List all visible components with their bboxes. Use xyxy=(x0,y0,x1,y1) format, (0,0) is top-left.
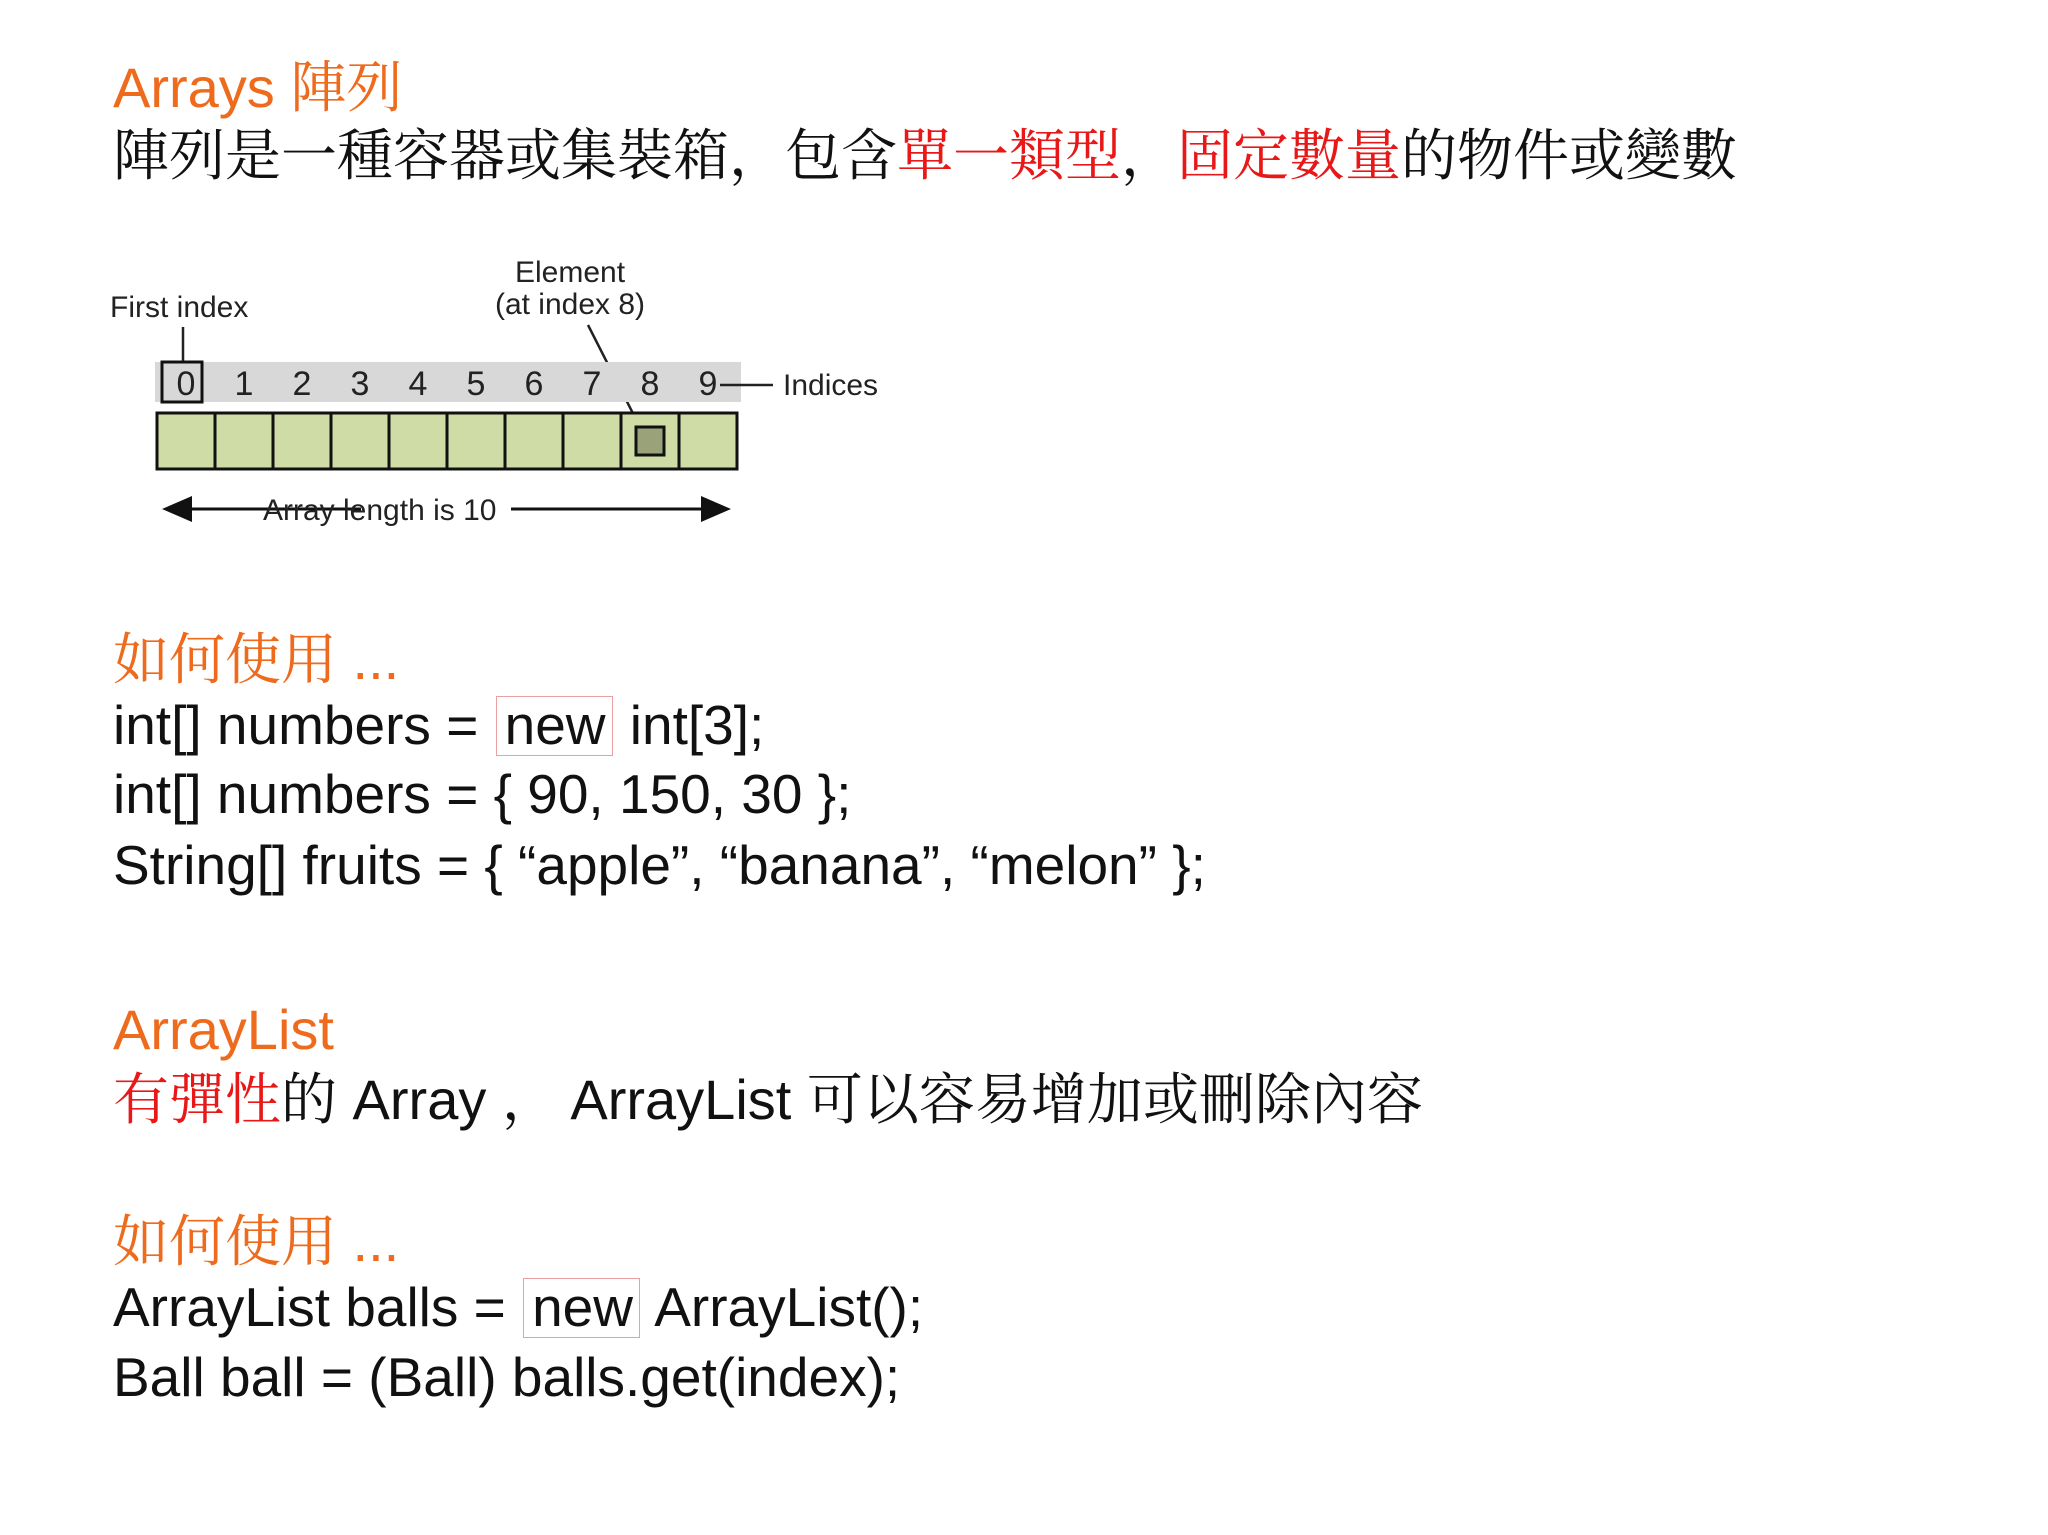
index-label: 9 xyxy=(698,365,718,403)
code-line-arraylist-new xyxy=(113,1278,923,1338)
indices-label: Indices xyxy=(783,369,879,402)
code-line-string-array: String[] fruits = { “apple”, “banana”, “melon” }; xyxy=(113,834,1206,896)
first-index-label: First index xyxy=(110,291,249,324)
code-text: int[] numbers = xyxy=(113,694,494,756)
highlighted-element xyxy=(636,427,664,455)
arrays-desc-highlight-single-type: 單一類型 xyxy=(897,124,1121,187)
array-cell xyxy=(157,413,215,469)
element-label: Element xyxy=(514,256,626,289)
index-label: 2 xyxy=(292,365,312,403)
usage-heading-arrays: 如何使用 ... xyxy=(113,628,400,691)
array-cells xyxy=(157,413,737,469)
array-cell xyxy=(215,413,273,469)
array-cell xyxy=(679,413,737,469)
index-label: 5 xyxy=(466,365,486,403)
index-label: 6 xyxy=(524,365,544,403)
code-line-array-literal: int[] numbers = { 90, 150, 30 }; xyxy=(113,763,852,825)
index-label: 3 xyxy=(350,365,370,403)
arrays-description xyxy=(113,124,1737,187)
array-cell xyxy=(331,413,389,469)
code-line-arraylist-get: Ball ball = (Ball) balls.get(index); xyxy=(113,1346,901,1408)
arraylist-desc-text: 的 Array ， ArrayList 可以容易增加或刪除內容 xyxy=(281,1068,1423,1131)
length-label: Array length is 10 xyxy=(263,494,497,527)
index-label: 1 xyxy=(234,365,254,403)
index-label: 7 xyxy=(582,365,602,403)
index-label: 8 xyxy=(640,365,660,403)
arraylist-heading: ArrayList xyxy=(113,998,334,1061)
arraylist-description xyxy=(113,1068,1423,1131)
arrays-heading: Arrays 陣列 xyxy=(113,56,403,119)
usage-heading-arraylist: 如何使用 ... xyxy=(113,1210,400,1273)
array-diagram xyxy=(105,245,905,545)
code-text: ArrayList balls = xyxy=(113,1276,522,1338)
arraylist-desc-highlight-flexible: 有彈性 xyxy=(113,1068,281,1131)
array-cell xyxy=(563,413,621,469)
array-cell xyxy=(273,413,331,469)
length-arrow-right-head xyxy=(701,496,731,522)
array-cell xyxy=(447,413,505,469)
element-index-label: (at index 8) xyxy=(494,288,646,321)
arrays-desc-text: 陣列是一種容器或集裝箱，包含 xyxy=(113,124,897,187)
code-text: ArrayList(); xyxy=(641,1276,924,1338)
code-line-array-new xyxy=(113,696,764,756)
new-keyword-box: new xyxy=(523,1278,640,1338)
index-label: 0 xyxy=(176,365,196,403)
index-label: 4 xyxy=(408,365,428,403)
array-cell xyxy=(505,413,563,469)
array-cell xyxy=(389,413,447,469)
length-arrow-left-head xyxy=(162,496,192,522)
new-keyword-box: new xyxy=(496,696,613,756)
code-text: int[3]; xyxy=(614,694,765,756)
arrays-desc-text: ， xyxy=(1121,124,1177,187)
arrays-desc-highlight-fixed-count: 固定數量 xyxy=(1177,124,1401,187)
arrays-desc-text: 的物件或變數 xyxy=(1401,124,1737,187)
